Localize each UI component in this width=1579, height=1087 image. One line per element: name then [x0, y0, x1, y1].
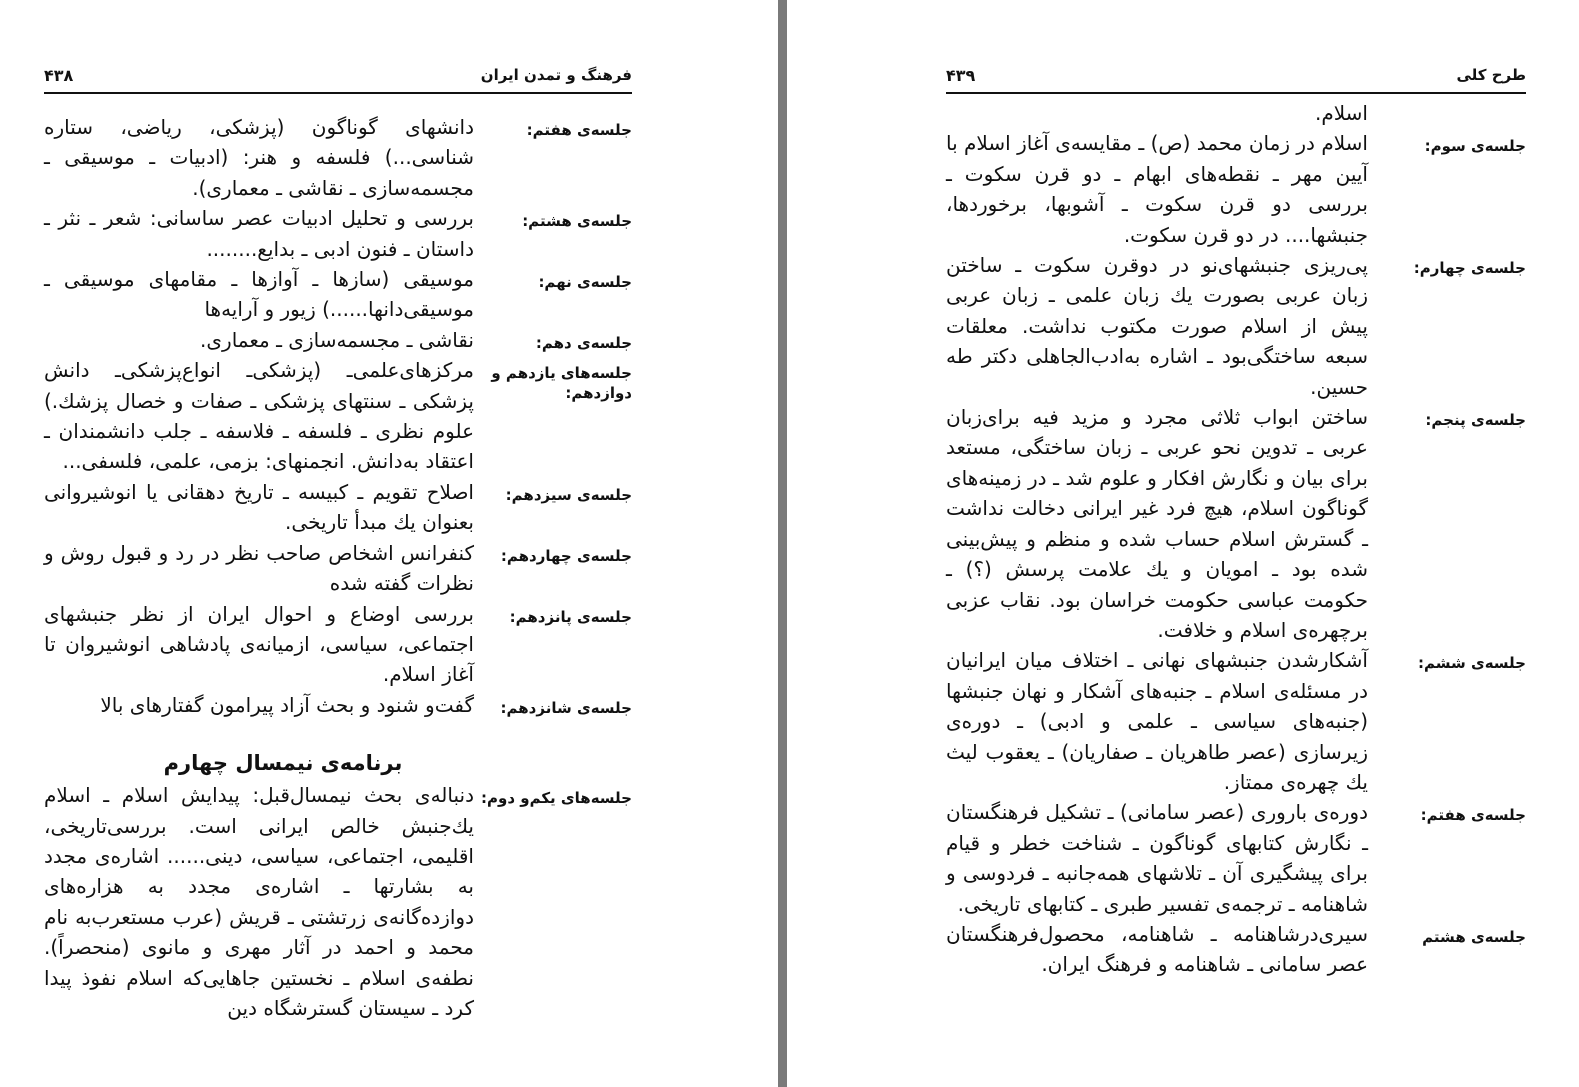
- session-label: جلسه‌ی نهم:: [538, 273, 632, 292]
- session-text: کنفرانس اشخاص صاحب نظر در رد و قبول روش و نظرات گفته شده: [44, 540, 474, 596]
- session-label: جلسه‌های یکم‌و دوم:: [481, 789, 632, 808]
- session-label: جلسه‌ی هفتم:: [526, 121, 632, 139]
- session-label: جلسه‌ی چهارم:: [1413, 259, 1526, 278]
- session-label: جلسه‌ی سوم:: [1424, 137, 1526, 156]
- session-entry: [946, 919, 1526, 980]
- session-label: جلسه‌ی سیزدهم:: [505, 485, 632, 504]
- session-label: جلسه‌ی هشتم: [1422, 927, 1526, 946]
- session-entry: [946, 128, 1526, 250]
- session-entry: [946, 402, 1526, 645]
- session-entry: [946, 797, 1526, 919]
- right-page-body: [946, 98, 1526, 980]
- page-number: ۴۳۹: [946, 66, 976, 85]
- session-text: اصلاح تقویم ـ کبیسه ـ تاریخ دهقانی یا انوشیروانی بعنوان یك مبدأ تاریخی.: [44, 479, 474, 535]
- session-entry: [44, 112, 632, 203]
- session-text: پی‌ریزی جنبشهای‌نو در دوقرن سکوت ـ ساختن زبان عربی بصورت یك زبان علمی ـ زبان عربی پیش از اسلام صورت مکتوب نداشت. معلقات سبعه ساختگی‌بود ـ اشاره به‌ادب‌الجاهلی دکتر طه حسین.: [946, 253, 1368, 399]
- session-label: جلسه‌ی پنجم:: [1425, 411, 1526, 430]
- session-label: جلسه‌های یازدهم و دوازدهم:: [491, 364, 632, 403]
- session-label: جلسه‌ی شانزدهم:: [500, 698, 632, 717]
- session-entry: [44, 355, 632, 477]
- page-number: ۴۳۸: [44, 66, 74, 85]
- session-entry: [44, 264, 632, 325]
- session-label: جلسه‌ی هشتم:: [522, 212, 632, 231]
- session-entry: [44, 325, 632, 355]
- book-gutter: [770, 0, 796, 1087]
- session-text: بررسی اوضاع و احوال ایران از نظر جنبشهای اجتماعی، سیاسی، ازمیانه‌ی پادشاهی انوشیروان تا آغاز اسلام.: [44, 601, 474, 687]
- left-page: [0, 0, 770, 1087]
- session-entry: [946, 645, 1526, 797]
- right-page-header: [946, 62, 1526, 94]
- session-label: جلسه‌ی ششم:: [1417, 654, 1526, 673]
- session-entry: [946, 250, 1526, 402]
- session-text: سیری‌در‌شاهنامه ـ شاهنامه، محصول‌فرهنگستان عصر سامانی ـ شاهنامه و فرهنگ ایران.: [946, 921, 1368, 977]
- session-text: دوره‌ی باروری (عصر سامانی) ـ تشکیل فرهنگستان ـ نگارش کتابهای گوناگون ـ شناخت خطر و قیام برای پیشگیری آن ـ تلاشهای همه‌جانبه ـ فردوسی و شاهنامه ـ ترجمه‌ی تفسیر طبری ـ کتابهای تاریخی.: [946, 800, 1368, 916]
- session-entry: [44, 203, 632, 264]
- session-entry: [44, 599, 632, 690]
- running-title: فرهنگ و تمدن ایران: [480, 66, 632, 84]
- section-heading: برنامه‌ی نیمسال چهارم: [163, 751, 403, 776]
- session-text: گفت‌و شنود و بحث آزاد پیرامون گفتارهای بالا: [100, 692, 474, 717]
- session-text: اسلام در زمان محمد (ص) ـ مقایسه‌ی آغاز اسلام با آیین مهر ـ نقطه‌های ابهام ـ دو قرن سکوت ـ بررسی دو قرن سکوت ـ آشوبها، برخوردها، جنبشها.... در دو قرن سکوت.: [946, 131, 1368, 247]
- session-entry: [44, 780, 632, 1023]
- right-page: [796, 0, 1579, 1087]
- session-label: جلسه‌ی پانزدهم:: [509, 607, 632, 626]
- session-label: جلسه‌ی چهاردهم:: [500, 546, 632, 565]
- session-label: جلسه‌ی دهم:: [535, 333, 632, 352]
- session-label: جلسه‌ی هفتم:: [1420, 806, 1526, 825]
- session-entry: [44, 690, 632, 720]
- session-text: ساختن ابواب ثلاثی مجرد و مزید فیه برای‌زبان عربی ـ تدوین نحو عربی ـ زبان ساختگی، مستعد برای بیان و نگارش افکار و علوم شد ـ در زمینه‌های گوناگون اسلام، هیچ فرد غیر ایرانی دخالت نداشت ـ گسترش اسلام حساب شده و منظم و پیش‌بینی شده بود ـ امویان و یك علامت پرسش (؟) ـ حکومت عباسی حکومت خراسان بود. نقاب عزبی برچهره‌ی اسلام و خلافت.: [946, 405, 1368, 642]
- session-text: دانشهای گوناگون (پزشکی، ریاضی، ستاره شناسی...) فلسفه و هنر: (ادبیات ـ موسیقی ـ مجسمه‌سازی ـ نقاشی ـ معماری).: [44, 115, 474, 200]
- session-text: دنباله‌ی بحث نیمسال‌قبل: پیدایش اسلام ـ اسلام یك‌جنبش خالص ایرانی است. بررسی‌تاریخی، اقلیمی، اجتماعی، سیاسی، دینی...... اشاره‌ی مجدد به بشارتها ـ اشاره‌ی مجدد به هزاره‌های دوازده‌گانه‌ی زرتشتی ـ قریش (عرب مستعرب‌به نام محمد و احمد در آثار مهری و مانوی (منحصراً). نطفه‌ی اسلام ـ نخستین جاهایی‌که اسلام نفوذ پیدا کرد ـ سیستان گسترشگاه دین: [44, 783, 474, 1020]
- left-page-body: [44, 112, 632, 1023]
- session-text: موسیقی (سازها ـ آوازها ـ مقامهای موسیقی ـ موسیقی‌دانها......) زیور و آرایه‌ها: [44, 267, 474, 322]
- session-text: نقاشی ـ مجسمه‌سازی ـ معماری.: [200, 327, 474, 352]
- session-text: مرکزهای‌علمی‌ـ (پزشکی‌ـ انواع‌پزشکی‌ـ دانش پزشکی ـ سنتهای پزشکی ـ صفات و خصال پزشك.) علوم نظری ـ فلسفه ـ فلاسفه ـ جلب دانشمندان ـ اعتقاد به‌دانش. انجمنهای: بزمی، علمی، فلسفی...: [44, 358, 474, 474]
- session-text: بررسی و تحلیل ادبیات عصر ساسانی: شعر ـ نثر ـ داستان ـ فنون ادبی ـ بدایع........: [44, 206, 474, 261]
- left-page-header: [44, 62, 632, 94]
- session-entry: [44, 477, 632, 538]
- session-text: آشکارشدن جنبشهای نهانی ـ اختلاف میان ایرانیان در مسئله‌ی اسلام ـ جنبه‌های آشکار و نهان جنبشها (جنبه‌های سیاسی ـ علمی و ادبی) ـ دوره‌ی زیرسازی (عصر طاهریان ـ صفاریان) ـ یعقوب لیث یك چهره‌ی ممتاز.: [946, 648, 1368, 794]
- running-title: طرح کلی: [1456, 66, 1526, 84]
- continued-text: اسلام.: [1315, 101, 1368, 125]
- session-entry: [44, 538, 632, 599]
